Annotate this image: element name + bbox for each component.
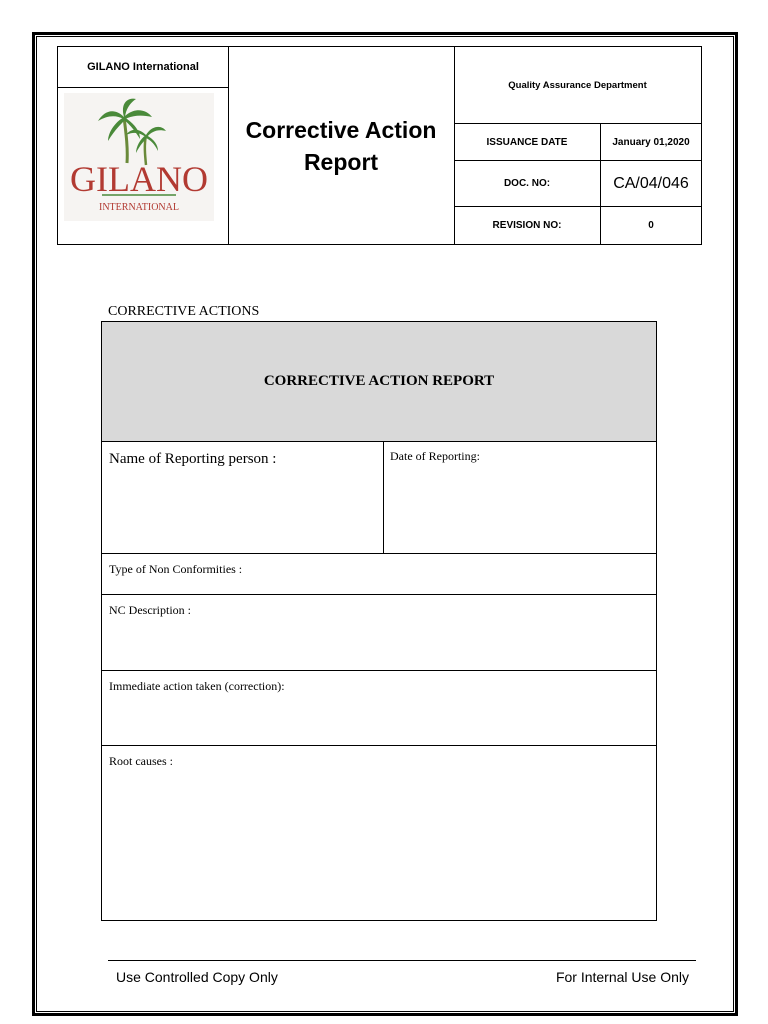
- document-title: Corrective Action Report: [245, 116, 437, 175]
- root-causes-field[interactable]: Root causes :: [109, 754, 173, 768]
- row-divider: [383, 441, 384, 553]
- section-label: CORRECTIVE ACTIONS: [108, 304, 260, 319]
- header-divider: [58, 87, 228, 88]
- corrective-action-form: [101, 321, 657, 921]
- doc-no-label: DOC. NO:: [503, 178, 551, 189]
- company-name: GILANO International: [87, 61, 199, 73]
- revision-no-value: 0: [648, 220, 654, 231]
- nc-type-row: [102, 554, 656, 595]
- nc-description-field[interactable]: NC Description :: [109, 603, 191, 617]
- palm-tree-logo-icon: [64, 93, 214, 221]
- root-causes-row: [102, 746, 656, 920]
- revision-no-label: REVISION NO:: [492, 220, 562, 231]
- issuance-date-label: ISSUANCE DATE: [486, 136, 568, 148]
- nc-type-field[interactable]: Type of Non Conformities :: [109, 562, 243, 576]
- nc-description-row: [102, 595, 656, 671]
- issuance-date-value: January 01,2020: [612, 136, 690, 148]
- reporting-row: [102, 441, 656, 554]
- footer-divider: [108, 960, 696, 961]
- document-header: [57, 46, 702, 245]
- immediate-action-field[interactable]: Immediate action taken (correction):: [109, 679, 285, 693]
- form-banner: CORRECTIVE ACTION REPORT: [102, 322, 656, 442]
- svg-text:GILANO: GILANO: [70, 159, 208, 199]
- reporting-person-field[interactable]: Name of Reporting person :: [109, 451, 277, 467]
- footer-left-note: Use Controlled Copy Only: [116, 969, 278, 985]
- date-of-reporting-field[interactable]: Date of Reporting:: [390, 449, 480, 463]
- immediate-action-row: [102, 671, 656, 746]
- doc-no-value: CA/04/046: [613, 174, 689, 192]
- footer-right-note: For Internal Use Only: [555, 969, 689, 985]
- company-logo: [64, 93, 214, 221]
- svg-text:INTERNATIONAL: INTERNATIONAL: [99, 202, 179, 213]
- department-name: Quality Assurance Department: [508, 79, 647, 91]
